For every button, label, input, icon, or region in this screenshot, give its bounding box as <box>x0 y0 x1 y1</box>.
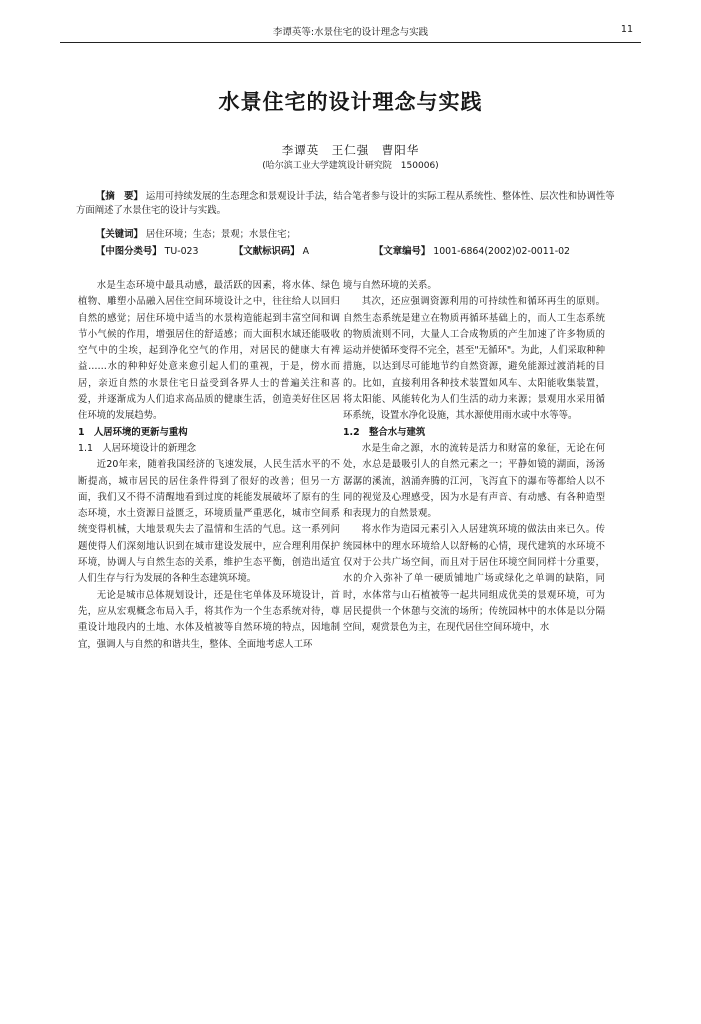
body-column-left <box>78 278 340 653</box>
header-rule <box>60 42 641 43</box>
body-paragraph: 水是生态环境中最具动感，最活跃的因素，将水体、绿色植物、雕塑小品融入居住空间环境设计之中，往往给人以回归自然的感觉；居住环境中适当的水景构造能起到丰富空间和调节小气候的作用，增强居住的舒适感；而大面积水域还能吸收空气中的尘埃，起到净化空气的作用，对居民的健康大有裨益……水的种种好处意来愈引起人们的重视，于是，傍水而居，亲近自然的水景住宅日益受到各界人士的普遍关注和喜爱，并逐渐成为人们追求高品质的健康生活，创造美好住区居住环境的发展趋势。 <box>78 280 340 422</box>
article-authors: 李谭英 王仁强 曹阳华 <box>281 143 420 157</box>
body-paragraph: 近20年来，随着我国经济的飞速发展，人民生活水平的不断提高，城市居民的居住条件得到了很好的改善；但另一方面，我们又不得不清醒地看到过度的耗能发展破坏了原有的生态环境，水土资源日益匮乏，环境质量严重恶化，城市空间系统变得机械，大地景观失去了温情和生活的气息。这一系列问题使得人们深刻地认识到在城市建设发展中，应合理利用保护环境，协调人与自然生态的关系，维护生态平衡，创造出适宜人们生存与行为发展的各种生态建筑环境。 <box>78 459 340 585</box>
article-id-value: 1001-6864(2002)02-0011-02 <box>433 246 571 257</box>
clc-line <box>96 243 199 257</box>
body-column-right <box>343 278 605 637</box>
doc-code-label: 【文献标识码】 <box>234 246 300 257</box>
author-affiliation: (哈尔滨工业大学建筑设计研究院 150006) <box>262 161 439 171</box>
clc-label: 【中图分类号】 <box>96 246 162 257</box>
abstract-block <box>76 190 623 217</box>
clc-value: TU-023 <box>164 246 199 257</box>
running-title: 李谭英等:水景住宅的设计理念与实践 <box>272 27 429 38</box>
page-number: 11 <box>620 24 633 35</box>
keywords-line <box>96 226 296 240</box>
article-id-line <box>374 243 570 257</box>
body-paragraph: 水是生命之源，水的流转是活力和财富的象征，无论在何处，水总是最吸引人的自然元素之一；平静如镜的湖面，汤汤潺潺的溪流，汹涌奔腾的江河，飞泻直下的瀑布等都给人以不同的视觉及心理感受，因为水是有声音、有动感、有各种造型和表现力的自然景观。 <box>343 442 605 520</box>
abstract-text: 运用可持续发展的生态理念和景观设计手法，结合笔者参与设计的实际工程从系统性、整体性、层次性和协调性等方面阐述了水景住宅的设计与实践。 <box>76 191 615 216</box>
keywords-label: 【关键词】 <box>96 229 143 240</box>
doc-code-value: A <box>302 246 310 257</box>
section-heading: 1 人居环境的更新与重构 <box>78 426 188 438</box>
body-paragraph: 无论是城市总体规划设计，还是住宅单体及环境设计，首先，应从宏观概念布局入手，将其作为一个生态系统对待，尊重设计地段内的土地、水体及植被等自然环境的特点，因地制宜，强调人与自然的和谐共生，整体、全面地考虑人工环 <box>78 589 340 650</box>
body-paragraph: 其次，还应强调资源利用的可持续性和循环再生的原则。自然生态系统是建立在物质再循环基础上的，而人工生态系统的物质流则不同，大量人工合成物质的产生加速了许多物质的运动并使循环变得不完全，甚至"无循环"。为此，人们采取种种措施，以达到尽可能地节约自然资源，避免能源过渡消耗的目的。比如，直接利用各种技术装置如风车、太阳能收集装置，将太阳能、风能转化为人们生活的动力来源；景观用水采用循环系统，设置水净化设施，其水源使用雨水或中水等等。 <box>343 296 605 422</box>
article-id-label: 【文章编号】 <box>374 246 431 257</box>
running-head <box>60 18 641 38</box>
article-title: 水景住宅的设计理念与实践 <box>218 90 483 114</box>
body-paragraph: 将水作为造园元素引入人居建筑环境的做法由来已久。传统园林中的理水环境给人以舒畅的心情，现代建筑的水环境不仅对于公共广场空间，而且对于居住环境空间同样十分重要，水的介入弥补了单一硬质铺地广场或绿化之单调的缺陷，同时，水体常与山石植被等一起共同组成优美的景观环境，可为居民提供一个休憩与交流的场所；传统园林中的水体是以分隔空间，观赏景色为主，在现代居住空间环境中，水 <box>343 524 605 634</box>
subsection-heading: 1.1 人居环境设计的新理念 <box>78 442 197 454</box>
subsection-heading: 1.2 整合水与建筑 <box>343 426 426 438</box>
keywords-text: 居住环境；生态；景观；水景住宅； <box>145 229 296 240</box>
abstract-label: 【摘 要】 <box>96 191 143 202</box>
body-paragraph: 境与自然环境的关系。 <box>343 280 437 291</box>
doc-code-line <box>234 243 309 257</box>
